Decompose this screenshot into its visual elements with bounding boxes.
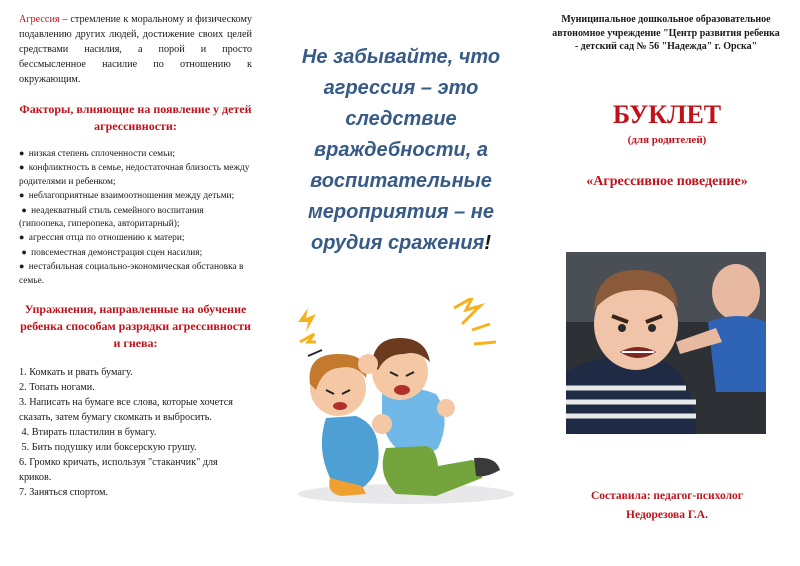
list-item: 6. Громко кричать, используя "стаканчик" для криков. — [19, 457, 218, 484]
angry-boy-photo — [566, 252, 766, 434]
bullet-icon: ● — [19, 232, 25, 243]
exercises-heading: Упражнения, направленные на обучение ребенка способам разрядки агрессивности и гнева: — [20, 302, 251, 351]
list-item: 2. Топать ногами. — [19, 382, 95, 394]
bullet-icon: ● — [19, 261, 25, 272]
organization-name: Муниципальное дошкольное образовательное автономное учреждение "Центр развития ребенка - детский сад № 56 "Надежда" г. Орска" — [552, 14, 780, 53]
fighting-kids-illustration — [286, 298, 518, 508]
aggression-definition-text: – стремление к моральному и физическому подавлению других людей, достижение своих целей средствами насилия, а порой и просто бессмысленное насилие по отношению к окружающим. — [19, 14, 252, 85]
list-item: 3. Написать на бумаге все слова, которые хочется сказать, затем бумагу скомкать и выбросить. — [19, 397, 233, 424]
page-title: БУКЛЕТ — [612, 100, 722, 129]
list-item: ● конфликтность в семье, недостаточная близость между родителями и ребенком; — [19, 162, 250, 187]
left-panel — [0, 0, 268, 566]
bullet-icon: ● — [21, 204, 27, 215]
list-item: ● нестабильная социально-экономическая обстановка в семье. — [19, 261, 244, 286]
booklet-topic: «Агрессивное поведение» — [586, 174, 748, 189]
bullet-icon: ● — [19, 162, 25, 173]
quote-text: Не забывайте, что агрессия – это следствие враждебности, а воспитательные мероприятия – не орудия сражения — [301, 46, 501, 254]
bullet-icon: ● — [19, 148, 25, 158]
list-item: ● повсеместная демонстрация сцен насилия; — [21, 246, 203, 258]
exercises-list — [19, 365, 252, 500]
list-item: ● неблагоприятные взаимоотношения между детьми; — [19, 190, 235, 202]
list-item: ● низкая степень сплоченности семьи; — [19, 148, 176, 159]
right-panel — [534, 0, 800, 566]
list-item: ● неадекватный стиль семейного воспитания (гипоопека, гиперопека, авторитарный); — [19, 204, 204, 230]
page-subtitle: (для родителей) — [627, 134, 707, 146]
factors-list — [19, 147, 252, 288]
author-label: Составила: педагог-психолог — [590, 490, 743, 502]
list-item: ● агрессия отца по отношению к матери; — [19, 232, 185, 244]
middle-panel — [268, 0, 534, 566]
list-item: 4. Втирать пластилин в бумагу. — [19, 427, 157, 439]
aggression-term: Агрессия — [19, 14, 60, 25]
list-item: 5. Бить подушку или боксерскую грушу. — [19, 442, 197, 454]
list-item: 7. Заняться спортом. — [19, 487, 109, 499]
bullet-icon: ● — [21, 246, 27, 257]
bullet-icon: ● — [19, 190, 25, 201]
list-item: 1. Комкать и рвать бумагу. — [19, 367, 133, 379]
author-name: Недорезова Г.А. — [626, 509, 708, 521]
factors-heading: Факторы, влияющие на появление у детей агрессивности: — [19, 102, 252, 133]
aggression-definition — [19, 12, 252, 87]
quote-exclamation: ! — [484, 232, 491, 254]
parents-quote — [298, 42, 504, 259]
